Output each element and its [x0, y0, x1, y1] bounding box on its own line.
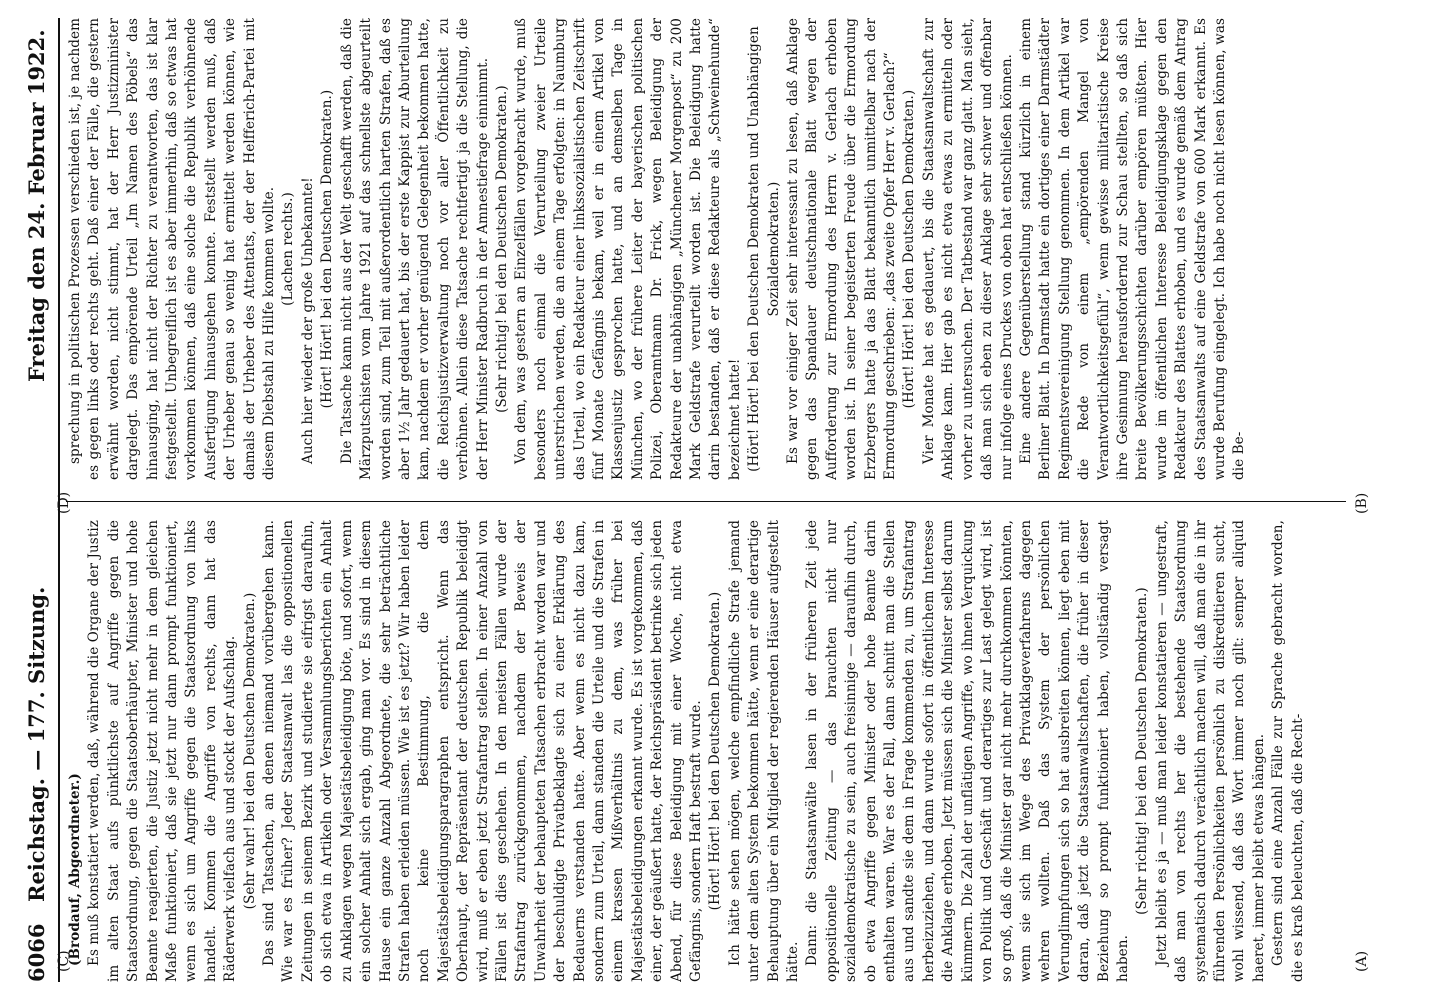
- paragraph: Die Tatsache kann nicht aus der Welt geschafft werden, daß die Märzputschisten vom Jahre 1921 auf das schnellste abgeurteilt worden sind, zum Teil mit außerordentlich harten Strafen, daß es aber 1½ Jahr gedauert hat, bis der erste Kappist zur Aburteilung kam, nachdem er vorher genügend Gelegenheit bekommen hatte, die Reichsjustizverwaltung noch vor aller Öffentlichkeit zu verhöhnen. Allein diese Tatsache rechtfertigt ja die Stellung, die der Herr Minister Radbruch in der Amnestiefrage einnimmt.: [338, 18, 491, 480]
- paragraph: Jetzt bleibt es ja — muß man leider konstatieren — ungestraft, daß man von rechts her die bestehende Staatsordnung systematisch dadurch verächtlich machen will, daß man die in ihr führenden Persönlichkeiten persönlich zu diskreditieren sucht, wohl wissend, daß das Wort immer noch gilt: semper aliquid haeret, immer bleibt etwas hängen.: [1153, 520, 1267, 982]
- paragraph: Eine andere Gegenüberstellung stand kürzlich in einem Berliner Blatt. In Darmstadt hatte ein dortiges einer Darmstädter Regimentsvereinigung Stellung genommen. In dem Artikel war die Rede von einem „empörenden Mangel von Verantwortlichkeitsgefühl“, wenn gewisse militaristische Kreise ihre Gesinnung herausfordernd zur Schau stellten, so daß sich breite Bevölkerungsschichten darüber empören müßten. Hier wurde im öffentlichen Interesse Beleidigungsklage gegen den Redakteur des Blattes erhoben, und es wurde gemäß dem Antrag des Staatsanwalts auf eine Geldstrafe von 600 Mark erkannt. Es wurde Berufung eingelegt. Ich habe noch nicht lesen können, was die Be-: [1017, 18, 1248, 480]
- paragraph: Das sind Tatsachen, an denen niemand vorübergehen kann. Wie war es früher? Jeder Staatsanwalt las die oppositionellen Zeitungen in seinem Bezirk und studierte sie eifrigst daraufhin, ob sich etwa in Artikeln oder Versammlungsberichten ein Anhalt zu Anklagen wegen Majestätsbeleidigung böte, und sofort, wenn ein solcher Anhalt sich ergab, ging man vor. Es sind in diesem Hause ein ganze Anzahl Abgeordnete, die sehr beträchtliche Strafen haben erleiden müssen. Wie ist es jetzt? Wir haben leider noch keine Bestimmung, die dem Majestätsbeleidigungsparagraphen entspricht. Wenn das Oberhaupt, der Repräsentant der deutschen Republik beleidigt wird, muß er eben jetzt Strafantrag stellen. In einer Anzahl von Fällen ist dies geschehen. In den meisten Fällen wurde der Strafantrag zurückgenommen, nachdem der Beweis der Unwahrheit der behaupteten Tatsachen erbracht worden war und der beschuldigte Privatbeklagte sich zu einer Erklärung des Bedauerns verstanden hatte. Aber wenn es nicht dazu kam, sondern zum Urteil, dann standen die Urteile und die Strafen in einem krassen Mißverhältnis zu dem, was früher bei Majestätsbeleidigungen erkannt wurde. Es ist vorgekommen, daß einer, der geäußert hatte, der Reichspräsident betrinke sich jeden Abend, für diese Beleidigung mit einer Woche, nicht etwa Gefängnis, sondern Haft bestraft wurde.: [261, 520, 704, 982]
- session-title: Reichstag. — 177. Sitzung.: [24, 586, 49, 902]
- paragraph: Auch hier wieder der große Unbekannte!: [299, 177, 316, 464]
- interjection: (Hört! Hört! bei den Deutschen Demokraten und Unabhängigen Sozialdemokraten.): [746, 26, 782, 472]
- column-divider: [66, 501, 1346, 502]
- interjection: (Sehr wahr! bei den Deutschen Demokraten.): [241, 592, 258, 910]
- digitization-credit: [1410, 10, 1432, 990]
- margin-mark-d: (D): [56, 491, 72, 514]
- interjection: (Sehr richtig! bei den Deutschen Demokraten.): [493, 85, 510, 413]
- interjection: (Hört! Hört! bei den Deutschen Demokraten.): [319, 89, 336, 409]
- paragraph: Ich hätte sehen mögen, welche empfindliche Strafe jemand unter dem alten System bekommen hätte, wenn er eine derartige Behauptung über ein Mitglied der regierenden Häuser aufgestellt hätte.: [726, 520, 802, 982]
- right-column: [66, 18, 1346, 480]
- interjection: (Sehr richtig! bei den Deutschen Demokraten.): [1134, 587, 1151, 915]
- paragraph: Es war vor einiger Zeit sehr interessant zu lesen, daß Anklage gegen das Spandauer deutschnationale Blatt wegen der Aufforderung zur Ermordung des Herrn v. Gerlach erhoben worden ist. In seiner begeisterten Freude über die Ermordung Erzbergers hatte ja das Blatt bekanntlich unmittelbar nach der Ermordung geschrieben: „das zweite Opfer Herr v. Gerlach?“: [785, 18, 899, 480]
- page-header: [18, 18, 60, 982]
- margin-mark-b: (B): [1354, 492, 1370, 514]
- paragraph: Gestern sind eine Anzahl Fälle zur Sprache gebracht worden, die es kraß beleuchten, daß die Recht-: [1270, 520, 1306, 982]
- paragraph: Es muß konstatiert werden, daß, während die Organe der Justiz im alten Staat aufs pünktlichste auf Angriffe gegen die Staatsordnung, gegen die Staatsoberhäupter, Minister und hohe Beamte reagierten, die Justiz jetzt nicht mehr in dem gleichen Maße funktioniert, daß sie jetzt nur dann prompt funktioniert, wenn es sich um Angriffe gegen die Staatsordnung von links handelt. Kommen die Angriffe von rechts, dann hat das Räderwerk vielfach aus und stockt der Aufschlag.: [86, 520, 239, 982]
- margin-mark-a: (A): [1354, 950, 1370, 972]
- left-column: [66, 520, 1346, 982]
- session-date: Freitag den 24. Februar 1922.: [24, 29, 49, 382]
- interjection: (Hört! Hört! bei den Deutschen Demokraten.): [901, 89, 918, 409]
- margin-mark-c: (C): [56, 950, 72, 972]
- speaker-name: (Brodauf, Abgeordneter.): [67, 773, 83, 966]
- paragraph: Von dem, was gestern an Einzelfällen vorgebracht wurde, muß besonders noch einmal die Verurteilung zweier Urteile unterstrichen werden, die an einem Tage erfolgten: in Naumburg das Urteil, wo ein Redakteur einer linkssozialistischen Zeitschrift fünf Monate Gefängnis bekam, weil er in einem Artikel von Klassenjustiz gesprochen hatte, und an demselben Tage in München, wo der frühere Leiter der bayerischen politischen Polizei, Oberamtmann Dr. Frick, wegen Beleidigung der Redakteure der unabhängigen „Münchener Morgenpost“ zu 200 Mark Geldstrafe verurteilt worden ist. Die Beleidigung hatte darin bestanden, daß er diese Redakteure als „Schweinehunde“ bezeichnet hatte!: [513, 18, 743, 480]
- paragraph: Dann: die Staatsanwälte lasen in der früheren Zeit jede oppositionelle Zeitung — das brauchten nicht nur sozialdemokratische zu sein, auch freisinnige — daraufhin durch, ob etwa Angriffe gegen Minister oder hohe Beamte darin enthalten waren. War es der Fall, dann schnitt man die Stellen aus und sandte sie dem in Frage kommenden zu, um Strafantrag herbeizuziehen, und dann wurde sofort in öffentlichem Interesse die Anklage erhoben. Jetzt müssen sich die Minister selbst darum kümmern. Die Zahl der unflätigen Angriffe, wo ihnen Verquickung von Politik und Geschäft und derartiges zur Last gelegt wird, ist so groß, daß die Minister gar nicht mehr durchkommen könnten, wenn sie sich im Wege des Privatklageverfahrens dagegen wehren wollten. Daß das System der persönlichen Verunglimpfungen sich so hat ausbreiten können, liegt eben mit daran, daß jetzt die Staatsanwaltschaften, die früher in dieser Beziehung so prompt funktioniert haben, vollständig versagt haben.: [804, 520, 1131, 982]
- paragraph: sprechung in politischen Prozessen verschieden ist, je nachdem es gegen links oder rechts geht. Daß einer der Fälle, die gestern erwähnt worden, nicht stimmt, hat der Herr Justizminister dargelegt. Das empörende Urteil „Im Namen des Pöbels“ das hinausging, hat nicht der Richter zu verantworten, das ist klar festgestellt. Unbegreiflich ist es aber immerhin, daß so etwas hat vorkommen können, daß eine solche die Republik verhöhnende Ausfertigung hinausgehen konnte. Feststellt werden muß, daß der Urheber genau so wenig hat ermittelt werden können, wie damals der Urheber des Attentats, der der Helfferich-Partei mit diesem Diebstahl zu Hilfe kommen wollte.: [67, 18, 278, 480]
- interjection: (Hört! Hört! bei den Deutschen Demokraten.): [707, 591, 724, 911]
- page-number: 6066: [24, 923, 49, 982]
- paragraph: Vier Monate hat es gedauert, bis die Staatsanwaltschaft zur Anklage kam. Hier gab es nicht etwa etwas zu ermitteln oder vorher zu untersuchen. Der Tatbestand war ganz glatt. Man sieht, daß man sich eben zu dieser Anklage sehr schwer und offenbar nur infolge eines Druckes von oben hat entschließen können.: [920, 18, 1015, 480]
- interjection: (Lachen rechts.): [280, 192, 297, 306]
